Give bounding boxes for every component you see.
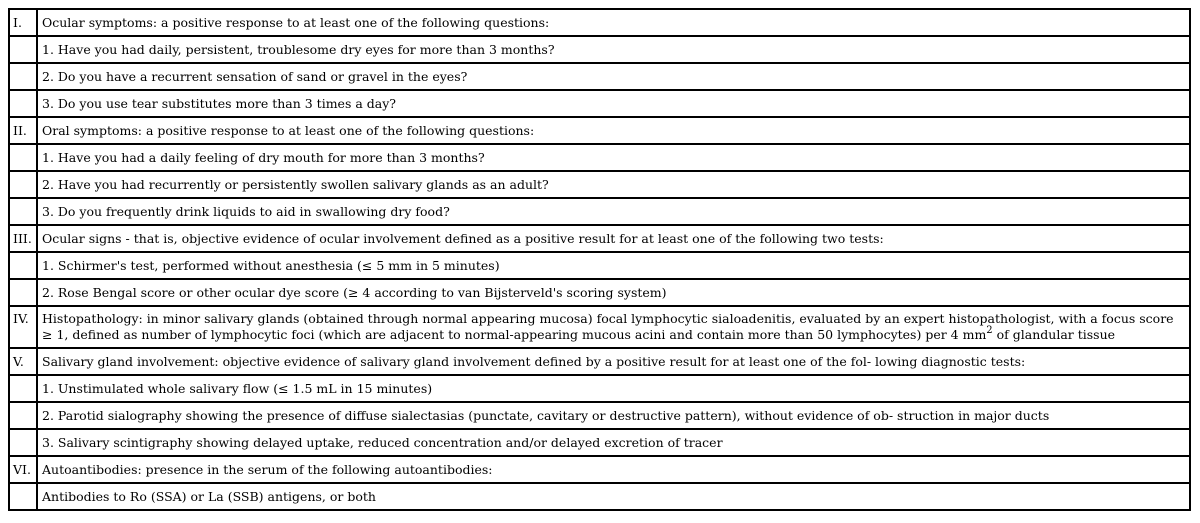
table-row bbox=[9, 402, 1190, 429]
table-row bbox=[9, 348, 1190, 375]
table-row bbox=[9, 36, 1190, 63]
row-number: V. bbox=[9, 348, 37, 375]
row-number: II. bbox=[9, 117, 37, 144]
row-text: 2. Have you had recurrently or persistently swollen salivary glands as an adult? bbox=[37, 171, 1190, 198]
row-number bbox=[9, 429, 37, 456]
table-row bbox=[9, 375, 1190, 402]
histopathology-text: Histopathology: in minor salivary glands (obtained through normal appearing mucosa) focal lymphocytic sialoadenitis, evaluated by an expert histopathologist, with a focus score ≥ 1, defined as number of lymphocytic foci (which are adjacent to normal-appearing mucous acini and contain more than 50 lymphocytes) per 4 mm bbox=[42, 311, 1174, 342]
row-number bbox=[9, 375, 37, 402]
row-number bbox=[9, 483, 37, 510]
table-row bbox=[9, 252, 1190, 279]
table-row bbox=[9, 144, 1190, 171]
row-text: 3. Do you use tear substitutes more than 3 times a day? bbox=[37, 90, 1190, 117]
row-text: 1. Unstimulated whole salivary flow (≤ 1.5 mL in 15 minutes) bbox=[37, 375, 1190, 402]
row-number bbox=[9, 402, 37, 429]
row-text: 2. Do you have a recurrent sensation of sand or gravel in the eyes? bbox=[37, 63, 1190, 90]
table-row bbox=[9, 279, 1190, 306]
table-row bbox=[9, 90, 1190, 117]
row-number bbox=[9, 171, 37, 198]
row-number bbox=[9, 144, 37, 171]
row-number: VI. bbox=[9, 456, 37, 483]
row-number bbox=[9, 279, 37, 306]
row-number bbox=[9, 198, 37, 225]
table-row bbox=[9, 456, 1190, 483]
row-text: Antibodies to Ro (SSA) or La (SSB) antigens, or both bbox=[37, 483, 1190, 510]
histopathology-text-end: of glandular tissue bbox=[992, 327, 1116, 342]
table-row bbox=[9, 225, 1190, 252]
row-text: 3. Do you frequently drink liquids to aid in swallowing dry food? bbox=[37, 198, 1190, 225]
row-number bbox=[9, 63, 37, 90]
table-row bbox=[9, 483, 1190, 510]
row-number bbox=[9, 90, 37, 117]
row-text: Salivary gland involvement: objective evidence of salivary gland involvement defined by a positive result for at least one of the fol- lowing diagnostic tests: bbox=[37, 348, 1190, 375]
table-row bbox=[9, 171, 1190, 198]
row-number bbox=[9, 36, 37, 63]
row-number: III. bbox=[9, 225, 37, 252]
row-text: 1. Have you had a daily feeling of dry mouth for more than 3 months? bbox=[37, 144, 1190, 171]
table-row bbox=[9, 198, 1190, 225]
criteria-table bbox=[8, 8, 1191, 511]
row-number: I. bbox=[9, 9, 37, 36]
table-row bbox=[9, 63, 1190, 90]
row-text: Ocular signs - that is, objective evidence of ocular involvement defined as a positive result for at least one of the following two tests: bbox=[37, 225, 1190, 252]
row-text: Ocular symptoms: a positive response to at least one of the following questions: bbox=[37, 9, 1190, 36]
row-text: 2. Rose Bengal score or other ocular dye score (≥ 4 according to van Bijsterveld's scoring system) bbox=[37, 279, 1190, 306]
row-text: 3. Salivary scintigraphy showing delayed uptake, reduced concentration and/or delayed excretion of tracer bbox=[37, 429, 1190, 456]
table-row bbox=[9, 429, 1190, 456]
row-text: Oral symptoms: a positive response to at least one of the following questions: bbox=[37, 117, 1190, 144]
row-text: 1. Have you had daily, persistent, troublesome dry eyes for more than 3 months? bbox=[37, 36, 1190, 63]
table-row bbox=[9, 306, 1190, 348]
table-row bbox=[9, 117, 1190, 144]
squared-superscript: 2 bbox=[986, 325, 993, 336]
row-number bbox=[9, 252, 37, 279]
row-text: 1. Schirmer's test, performed without anesthesia (≤ 5 mm in 5 minutes) bbox=[37, 252, 1190, 279]
row-text bbox=[37, 306, 1190, 348]
row-text: 2. Parotid sialography showing the presence of diffuse sialectasias (punctate, cavitary or destructive pattern), without evidence of ob- struction in major ducts bbox=[37, 402, 1190, 429]
table-row bbox=[9, 9, 1190, 36]
row-text: Autoantibodies: presence in the serum of the following autoantibodies: bbox=[37, 456, 1190, 483]
row-number: IV. bbox=[9, 306, 37, 348]
